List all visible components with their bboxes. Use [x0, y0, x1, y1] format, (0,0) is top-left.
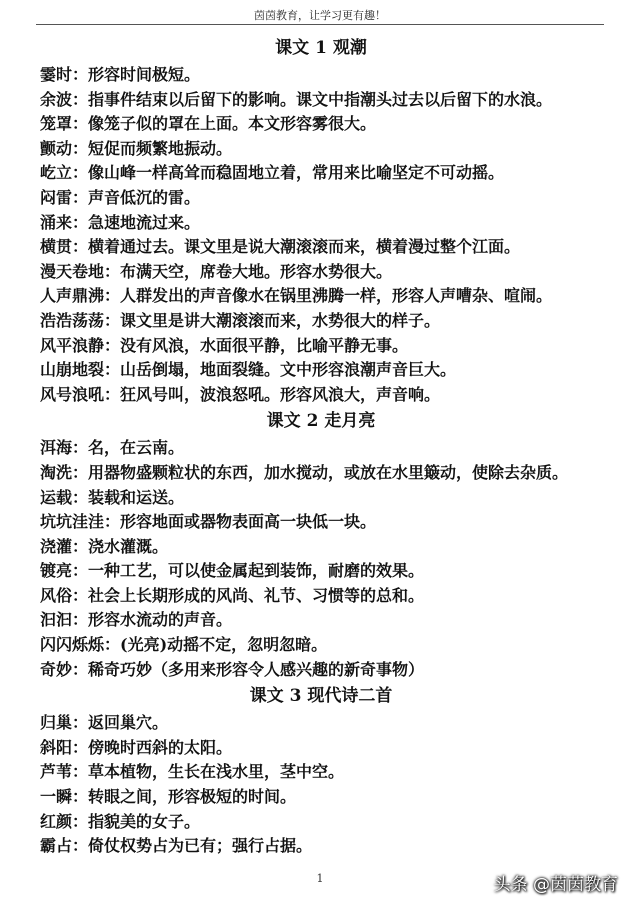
- vocab-definition: 形容地面或器物表面高一块低一块。: [120, 512, 377, 532]
- vocab-definition: 社会上长期形成的风尚、礼节、习惯等的总和。: [88, 585, 425, 605]
- vocab-term: 风俗：: [40, 585, 89, 605]
- vocab-term: 芦苇：: [40, 762, 89, 782]
- vocab-term: 山崩地裂：: [40, 360, 121, 380]
- vocab-entry: [40, 334, 602, 359]
- vocab-entry: [40, 584, 602, 609]
- vocab-term: 运载：: [40, 487, 89, 507]
- page-header: 茵茵教育，让学习更有趣！: [254, 9, 386, 22]
- vocab-definition: 草本植物，生长在浅水里，茎中空。: [88, 762, 345, 782]
- vocab-entry: [40, 137, 602, 162]
- vocab-term: 风号浪吼：: [40, 384, 121, 404]
- vocab-entry: [40, 711, 602, 736]
- vocab-definition: 山岳倒塌，地面裂缝。文中形容浪潮声音巨大。: [120, 360, 457, 380]
- vocab-definition: 用器物盛颗粒状的东西，加水搅动，或放在水里簸动，使除去杂质。: [88, 462, 569, 482]
- vocab-entry: [40, 608, 602, 633]
- vocab-entry: [40, 260, 602, 285]
- watermark: 头条 @茵茵教育: [493, 875, 618, 895]
- vocab-definition: 像笼子似的罩在上面。本文形容雾很大。: [88, 114, 377, 134]
- vocab-term: 屹立：: [40, 163, 89, 183]
- vocab-entry: [40, 161, 602, 186]
- vocab-definition: 装载和运送。: [88, 487, 185, 507]
- vocab-term: 横贯：: [40, 237, 89, 257]
- vocab-term: 笼罩：: [40, 114, 89, 134]
- vocab-term: 淘洗：: [40, 462, 89, 482]
- vocab-term: 红颜：: [40, 811, 89, 831]
- vocab-definition: 没有风浪，水面很平静，比喻平静无事。: [120, 335, 409, 355]
- vocab-entry: [40, 235, 602, 260]
- vocab-term: 坑坑洼洼：: [40, 512, 121, 532]
- vocab-term: 浩浩荡荡：: [40, 310, 121, 330]
- vocab-definition: 形容时间极短。: [88, 65, 201, 84]
- vocab-definition: 傍晚时西斜的太阳。: [88, 737, 233, 757]
- vocab-entry: [40, 358, 602, 383]
- vocab-term: 人声鼎沸：: [40, 286, 121, 306]
- vocab-entry: [40, 486, 602, 511]
- vocab-entry: [40, 834, 602, 859]
- vocab-entry: [40, 633, 602, 658]
- vocab-term: 闷雷：: [40, 187, 89, 207]
- vocab-definition: 课文里是讲大潮滚滚而来，水势很大的样子。: [120, 310, 441, 330]
- vocab-definition: 稀奇巧妙（多用来形容令人感兴趣的新奇事物）: [88, 659, 425, 679]
- vocab-definition: (光亮)动摇不定，忽明忽暗。: [120, 635, 328, 655]
- vocab-entry: [40, 510, 602, 535]
- vocab-definition: 人群发出的声音像水在锅里沸腾一样，形容人声嘈杂、喧闹。: [120, 286, 553, 306]
- page-number: 1: [316, 872, 324, 885]
- vocab-definition: 声音低沉的雷。: [88, 187, 201, 207]
- vocab-definition: 指事件结束以后留下的影响。课文中指潮头过去以后留下的水浪。: [88, 89, 553, 109]
- vocab-term: 涌来：: [40, 212, 89, 232]
- vocab-term: 归巢：: [40, 713, 89, 733]
- document-body: [40, 34, 602, 859]
- vocab-term: 闪闪烁烁：: [40, 635, 121, 655]
- vocab-entry: [40, 535, 602, 560]
- vocab-entry: [40, 810, 602, 835]
- vocab-definition: 一种工艺，可以使金属起到装饰，耐磨的效果。: [88, 561, 425, 581]
- vocab-definition: 浇水灌溉。: [88, 536, 169, 556]
- lesson-title: 课文 2 走月亮: [266, 411, 376, 432]
- vocab-definition: 指貌美的女子。: [88, 811, 201, 831]
- vocab-term: 奇妙：: [40, 659, 89, 679]
- vocab-entry: [40, 211, 602, 236]
- vocab-definition: 形容水流动的声音。: [88, 610, 233, 630]
- vocab-entry: [40, 658, 602, 683]
- vocab-entry: [40, 559, 602, 584]
- vocab-term: 颤动：: [40, 138, 89, 158]
- lesson-title: 课文 3 现代诗二首: [249, 686, 393, 707]
- lesson-title: 课文 1 观潮: [275, 38, 367, 58]
- vocab-definition: 短促而频繁地振动。: [88, 138, 233, 158]
- vocab-entry: [40, 736, 602, 761]
- vocab-term: 霸占：: [40, 836, 89, 856]
- vocab-definition: 倚仗权势占为已有；强行占据。: [88, 836, 313, 856]
- vocab-entry: [40, 112, 602, 137]
- vocab-entry: [40, 760, 602, 785]
- vocab-entry: [40, 63, 602, 88]
- vocab-entry: [40, 88, 602, 113]
- vocab-term: 斜阳：: [40, 737, 89, 757]
- vocab-term: 漫天卷地：: [40, 261, 121, 281]
- vocab-term: 浇灌：: [40, 536, 89, 556]
- vocab-term: 洱海：: [40, 438, 89, 458]
- vocab-term: 霎时：: [40, 65, 89, 84]
- vocab-entry: [40, 785, 602, 810]
- vocab-definition: 转眼之间，形容极短的时间。: [88, 787, 297, 807]
- vocab-definition: 急速地流过来。: [88, 212, 201, 232]
- vocab-definition: 布满天空，席卷大地。形容水势很大。: [120, 261, 393, 281]
- vocab-term: 镀亮：: [40, 561, 89, 581]
- header-rule: [36, 24, 604, 25]
- vocab-entry: [40, 436, 602, 461]
- vocab-definition: 返回巢穴。: [88, 713, 169, 733]
- vocab-term: 一瞬：: [40, 787, 89, 807]
- vocab-term: 风平浪静：: [40, 335, 121, 355]
- vocab-entry: [40, 309, 602, 334]
- vocab-entry: [40, 284, 602, 309]
- vocab-term: 汩汩：: [40, 610, 89, 630]
- vocab-definition: 横着通过去。课文里是说大潮滚滚而来，横着漫过整个江面。: [88, 237, 521, 257]
- vocab-entry: [40, 186, 602, 211]
- vocab-definition: 狂风号叫，波浪怒吼。形容风浪大，声音响。: [120, 384, 441, 404]
- vocab-term: 余波：: [40, 89, 89, 109]
- vocab-entry: [40, 383, 602, 408]
- vocab-definition: 名，在云南。: [88, 438, 185, 458]
- vocab-entry: [40, 461, 602, 486]
- vocab-definition: 像山峰一样高耸而稳固地立着，常用来比喻坚定不可动摇。: [88, 163, 505, 183]
